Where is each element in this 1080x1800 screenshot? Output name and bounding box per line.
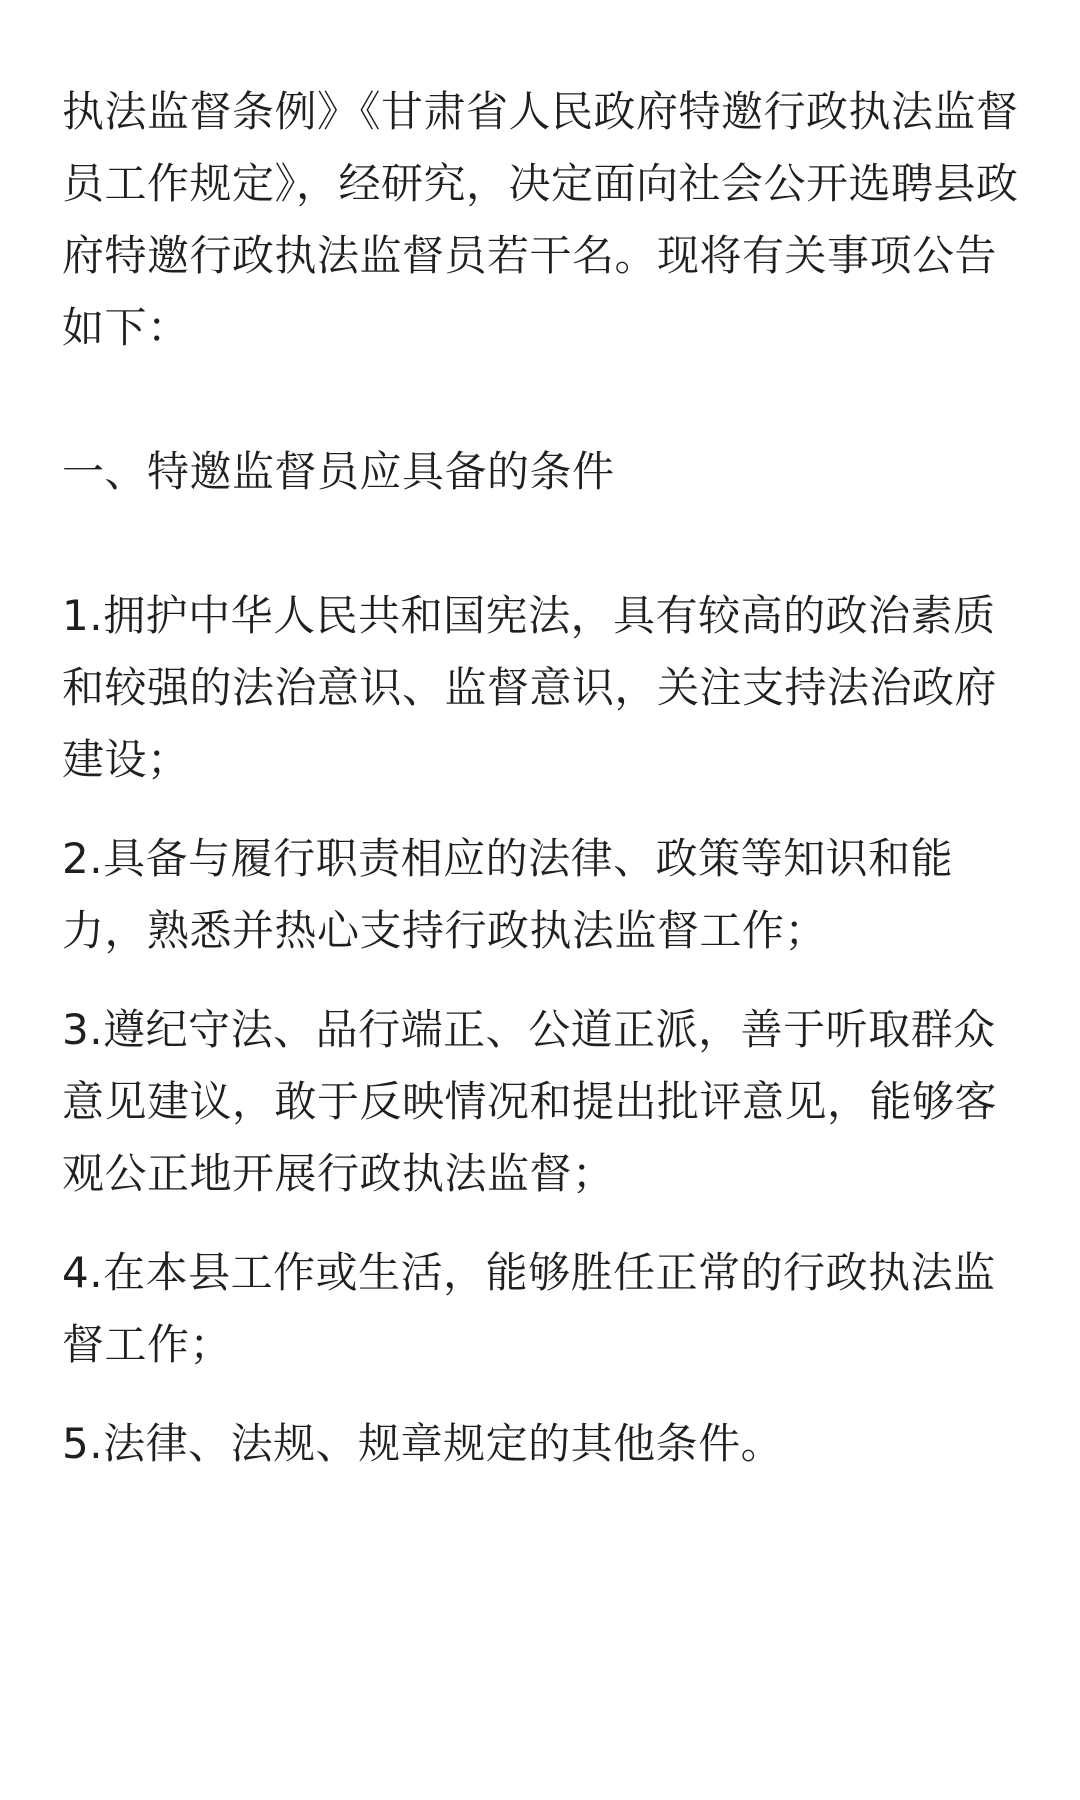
intro-paragraph: 执法监督条例》《甘肃省人民政府特邀行政执法监督员工作规定》，经研究，决定面向社会公开选聘县政府特邀行政执法监督员若干名。现将有关事项公告如下： [62,87,1019,352]
condition-item-1: 1.拥护中华人民共和国宪法，具有较高的政治素质和较强的法治意识、监督意识，关注支持法治政府建设； [62,591,998,784]
section-heading: 一、特邀监督员应具备的条件 [62,447,615,496]
article-body [62,76,1022,1480]
condition-item-3: 3.遵纪守法、品行端正、公道正派，善于听取群众意见建议，敢于反映情况和提出批评意见，能够客观公正地开展行政执法监督； [62,1005,998,1198]
condition-item-5: 5.法律、法规、规章规定的其他条件。 [62,1419,784,1468]
condition-item-4: 4.在本县工作或生活，能够胜任正常的行政执法监督工作； [62,1248,996,1369]
condition-item-2: 2.具备与履行职责相应的法律、政策等知识和能力，熟悉并热心支持行政执法监督工作； [62,834,954,955]
